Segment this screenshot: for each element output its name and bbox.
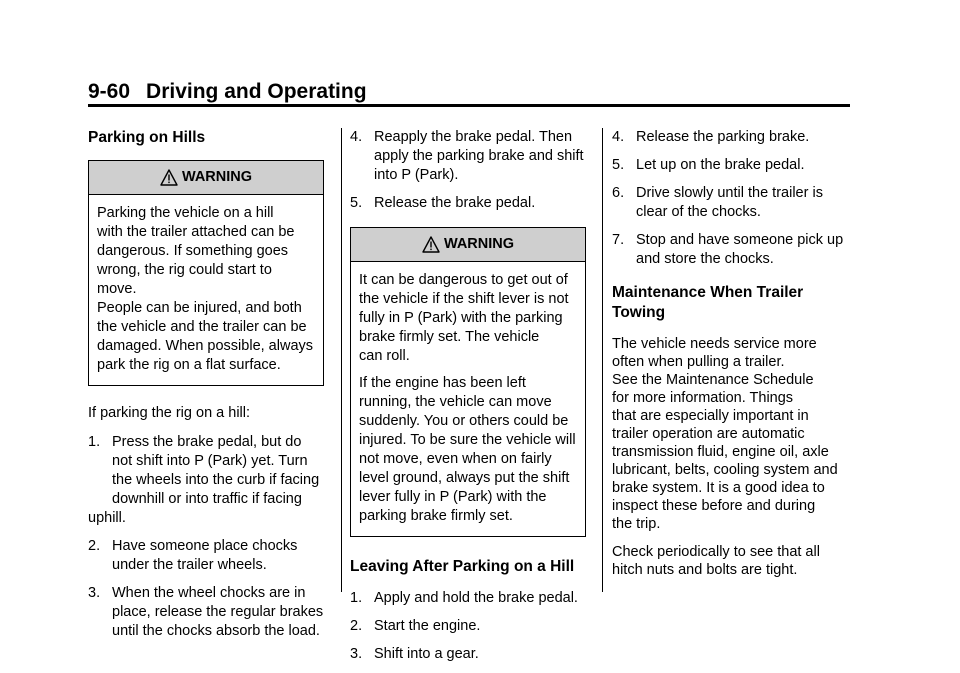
warning-line: running, the vehicle can move	[359, 394, 552, 410]
warning-box-2	[350, 227, 586, 537]
warning-line: wrong, the rig could start to move.	[97, 262, 272, 297]
warning-line: lever fully in P (Park) with the	[359, 489, 547, 505]
step-number: 5.	[612, 157, 625, 173]
column-3	[612, 128, 848, 589]
paragraph-line: lubricant, belts, cooling system and	[612, 462, 838, 478]
step-number: 4.	[612, 129, 625, 145]
step-number: 3.	[350, 646, 363, 662]
step-line: uphill.	[88, 510, 126, 526]
warning-line: level ground, always put the shift	[359, 470, 570, 486]
step-text	[374, 128, 586, 185]
step-line: Drive slowly until the trailer is	[636, 185, 823, 201]
step-line: and store the chocks.	[636, 251, 774, 267]
step-line: the wheels into the curb if facing	[112, 472, 320, 488]
warning-line: It can be dangerous to get out of	[359, 272, 568, 288]
step-text	[88, 433, 324, 528]
step-text: Release the brake pedal.	[374, 195, 536, 211]
step-number: 3.	[88, 585, 101, 601]
warning-line: not move, even when on fairly	[359, 451, 552, 467]
maintenance-paragraph	[612, 335, 848, 533]
step-line: into P (Park).	[374, 167, 459, 183]
warning-line: If the engine has been left	[359, 375, 526, 391]
step-line: Stop and have someone pick up	[636, 232, 844, 248]
check-paragraph	[612, 543, 848, 579]
warning-text	[351, 262, 585, 536]
step-line: under the trailer wheels.	[112, 557, 267, 573]
warning-line: injured. To be sure the vehicle will	[359, 432, 576, 448]
warning-line: brake firmly set. The vehicle	[359, 329, 540, 345]
warning-line: can roll.	[359, 348, 410, 364]
column-divider-1	[341, 128, 342, 592]
step-line: apply the parking brake and shift	[374, 148, 584, 164]
list-item	[612, 231, 848, 269]
step-text: Release the parking brake.	[636, 129, 810, 145]
warning-line: the vehicle and the trailer can be	[97, 319, 307, 335]
step-number: 1.	[350, 590, 363, 606]
warning-line: parking brake firmly set.	[359, 508, 513, 524]
step-text	[636, 184, 848, 222]
step-text	[636, 231, 848, 269]
step-line: not shift into P (Park) yet. Turn	[112, 453, 308, 469]
step-number: 5.	[350, 195, 363, 211]
list-item	[350, 617, 586, 636]
step-line: Have someone place chocks	[112, 538, 298, 554]
paragraph-line: hitch nuts and bolts are tight.	[612, 562, 798, 578]
heading-maintenance-trailer-towing	[612, 283, 848, 323]
step-number: 7.	[612, 232, 625, 248]
step-number: 2.	[350, 618, 363, 634]
list-item	[612, 184, 848, 222]
paragraph-line: brake system. It is a good idea to	[612, 480, 825, 496]
paragraph-line: inspect these before and during	[612, 498, 816, 514]
list-item	[88, 537, 324, 575]
paragraph-line: that are especially important in	[612, 408, 809, 424]
step-line: downhill or into traffic if facing	[112, 491, 302, 507]
paragraph-line: the trip.	[612, 516, 661, 532]
warning-line: the vehicle if the shift lever is not	[359, 291, 569, 307]
column-divider-2	[602, 128, 603, 592]
warning-line: damaged. When possible, always	[97, 338, 314, 354]
warning-triangle-icon	[160, 169, 178, 186]
paragraph-line: often when pulling a trailer.	[612, 354, 785, 370]
paragraph-line: See the Maintenance Schedule	[612, 372, 814, 388]
step-line: until the chocks absorb the load.	[112, 623, 320, 639]
step-line: Reapply the brake pedal. Then	[374, 129, 573, 145]
column-2	[350, 128, 586, 673]
step-line: Press the brake pedal, but do	[112, 434, 302, 450]
list-item	[350, 645, 586, 664]
list-item	[88, 433, 324, 528]
warning-header	[351, 228, 585, 262]
warning-header	[89, 161, 323, 195]
step-text	[112, 584, 324, 641]
warning-line: fully in P (Park) with the parking	[359, 310, 563, 326]
list-item	[612, 128, 848, 147]
heading-parking-on-hills: Parking on Hills	[88, 129, 206, 146]
warning-label: WARNING	[181, 169, 253, 185]
step-line: clear of the chocks.	[636, 204, 761, 220]
list-item	[88, 584, 324, 641]
heading-line: Towing	[612, 304, 666, 321]
page-header	[88, 80, 367, 104]
step-line: place, release the regular brakes	[112, 604, 324, 620]
list-item	[350, 128, 586, 185]
list-item	[350, 589, 586, 608]
step-number: 2.	[88, 538, 101, 554]
page-number: 9-60	[88, 80, 131, 103]
warning-text	[89, 195, 323, 385]
step-text: Let up on the brake pedal.	[636, 157, 805, 173]
warning-line: park the rig on a flat surface.	[97, 357, 281, 373]
paragraph-line: for more information. Things	[612, 390, 794, 406]
step-text	[112, 537, 324, 575]
warning-triangle-icon	[422, 236, 440, 253]
step-text: Shift into a gear.	[374, 646, 479, 662]
warning-box-1	[88, 160, 324, 386]
warning-line: People can be injured, and both	[97, 300, 302, 316]
paragraph-line: Check periodically to see that all	[612, 544, 820, 560]
step-number: 6.	[612, 185, 625, 201]
warning-line: suddenly. You or others could be	[359, 413, 569, 429]
paragraph-line: transmission fluid, engine oil, axle	[612, 444, 829, 460]
paragraph-line: The vehicle needs service more	[612, 336, 817, 352]
step-number: 1.	[88, 434, 101, 450]
warning-line: Parking the vehicle on a hill	[97, 205, 274, 221]
step-text: Start the engine.	[374, 618, 481, 634]
heading-line: Maintenance When Trailer	[612, 284, 804, 301]
warning-label: WARNING	[443, 236, 515, 252]
step-number: 4.	[350, 129, 363, 145]
paragraph-line: trailer operation are automatic	[612, 426, 805, 442]
warning-line: dangerous. If something goes	[97, 243, 289, 259]
list-item	[612, 156, 848, 175]
header-rule	[88, 104, 850, 107]
section-title: Driving and Operating	[146, 80, 367, 103]
list-item	[350, 194, 586, 213]
step-line: When the wheel chocks are in	[112, 585, 306, 601]
intro-text: If parking the rig on a hill:	[88, 405, 251, 421]
column-1	[88, 128, 324, 650]
warning-line: with the trailer attached can be	[97, 224, 295, 240]
step-text: Apply and hold the brake pedal.	[374, 590, 578, 606]
heading-leaving-after-parking: Leaving After Parking on a Hill	[350, 558, 575, 575]
